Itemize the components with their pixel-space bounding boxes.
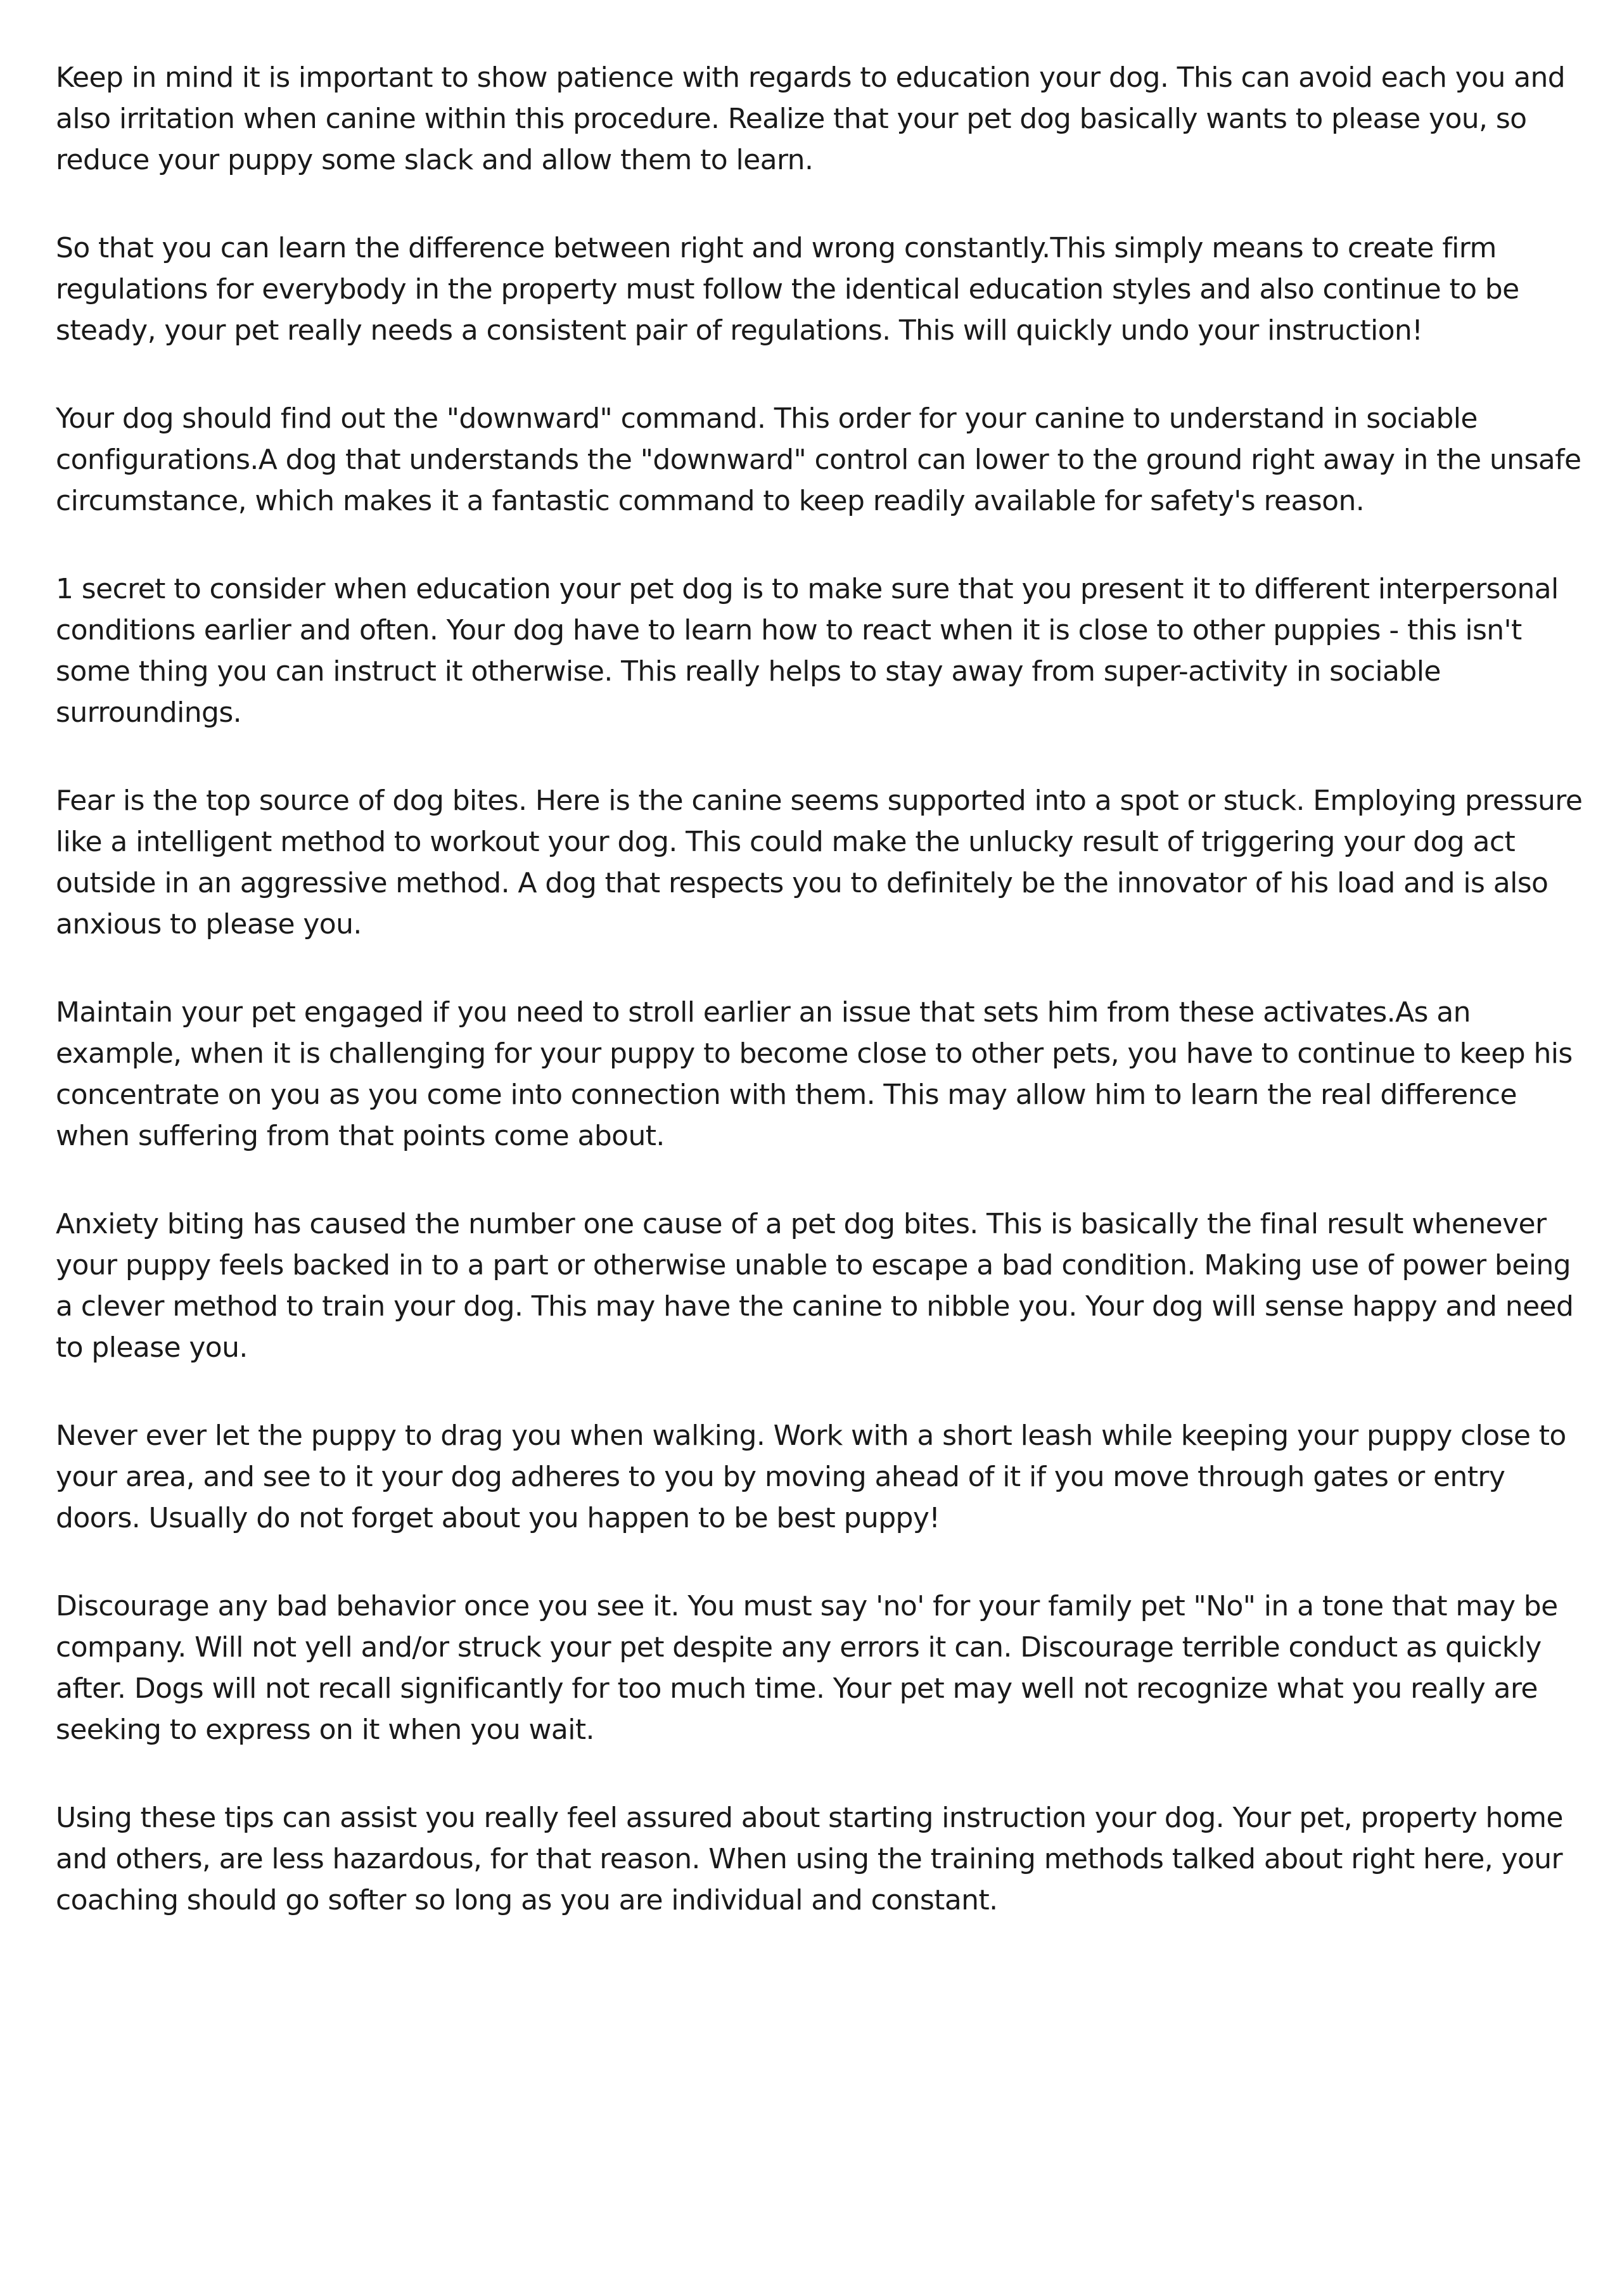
paragraph-1: Keep in mind it is important to show patience with regards to education your dog. This can avoid each you and also irritation when canine within this procedure. Realize that your pet dog basically wants to please you, so reduce your puppy some slack and allow them to learn. [56, 61, 1566, 176]
paragraph-7: Anxiety biting has caused the number one cause of a pet dog bites. This is basically the final result whenever your puppy feels backed in to a part or otherwise unable to escape a bad condition. Making use of power being a clever method to train your dog. This may have the canine to nibble you. Your dog will sense happy and need to please you. [56, 1208, 1574, 1364]
paragraph-8: Never ever let the puppy to drag you when walking. Work with a short leash while keeping your puppy close to your area, and see to it your dog adheres to you by moving ahead of it if you move through gates or entry doors. Usually do not forget about you happen to be best puppy! [56, 1420, 1566, 1534]
paragraph-10: Using these tips can assist you really feel assured about starting instruction your dog. Your pet, property home and others, are less hazardous, for that reason. When using the training methods talked about right here, your coaching should go softer so long as you are individual and constant. [56, 1802, 1563, 1916]
paragraph-4: 1 secret to consider when education your pet dog is to make sure that you present it to different interpersonal conditions earlier and often. Your dog have to learn how to react when it is close to other puppies - this isn't some thing you can instruct it otherwise. This really helps to stay away from super-activity in sociable surroundings. [56, 573, 1559, 729]
paragraph-5: Fear is the top source of dog bites. Here is the canine seems supported into a spot or stuck. Employing pressure like a intelligent method to workout your dog. This could make the unlucky result of triggering your dog act outside in an aggressive method. A dog that respects you to definitely be the innovator of his load and is also anxious to please you. [56, 785, 1583, 940]
paragraph-3: Your dog should find out the "downward" command. This order for your canine to understand in sociable configurations.A dog that understands the "downward" control can lower to the ground right away in the unsafe circumstance, which makes it a fantastic command to keep readily available for safety's reason. [56, 402, 1581, 517]
document-body [56, 57, 1589, 1968]
paragraph-2: So that you can learn the difference between right and wrong constantly.This simply means to create firm regulations for everybody in the property must follow the identical education styles and also continue to be steady, your pet really needs a consistent pair of regulations. This will quickly undo your instruction! [56, 232, 1519, 347]
paragraph-9: Discourage any bad behavior once you see it. You must say 'no' for your family pet "No" in a tone that may be company. Will not yell and/or struck your pet despite any errors it can. Discourage terrible conduct as quickly after. Dogs will not recall significantly for too much time. Your pet may well not recognize what you really are seeking to express on it when you wait. [56, 1590, 1558, 1746]
paragraph-6: Maintain your pet engaged if you need to stroll earlier an issue that sets him from these activates.As an example, when it is challenging for your puppy to become close to other pets, you have to continue to keep his concentrate on you as you come into connection with them. This may allow him to learn the real difference when suffering from that points come about. [56, 996, 1573, 1152]
